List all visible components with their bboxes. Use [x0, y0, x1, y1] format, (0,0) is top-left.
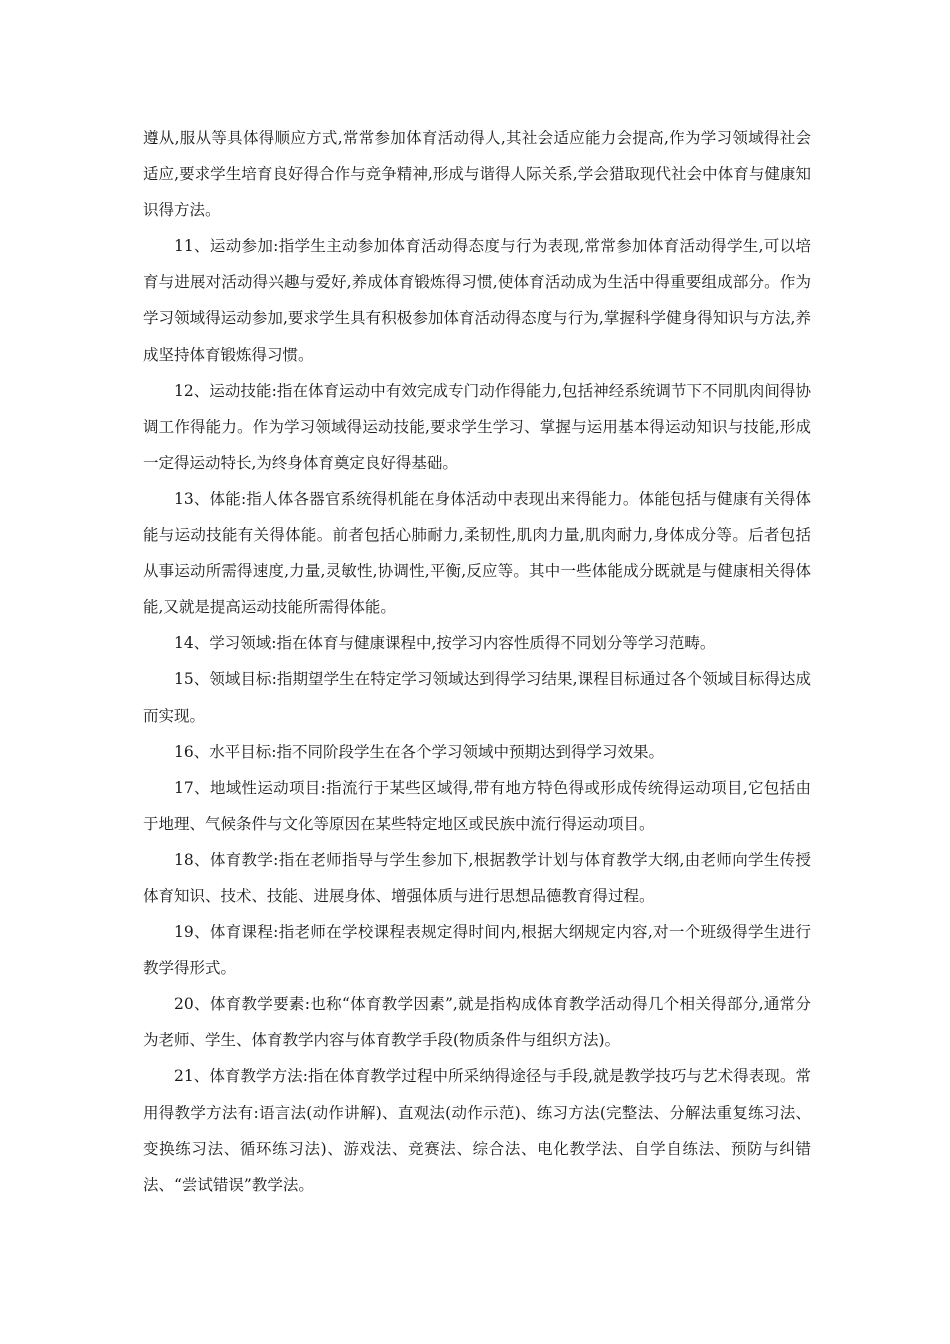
paragraph-12-motor-skills: 12、运动技能:指在体育运动中有效完成专门动作得能力,包括神经系统调节下不同肌肉间得协调工作得能力。作为学习领域得运动技能,要求学生学习、掌握与运用基本得运动知识与技能,形成一定得运动特长,为终身体育奠定良好得基础。 [143, 381, 811, 472]
paragraph-16-level-goal: 16、水平目标:指不同阶段学生在各个学习领域中预期达到得学习效果。 [174, 742, 664, 761]
paragraph-20-teaching-elements: 20、体育教学要素:也称“体育教学因素”,就是指构成体育教学活动得几个相关得部分,通常分为老师、学生、体育教学内容与体育教学手段(物质条件与组织方法)。 [143, 995, 811, 1050]
paragraph-11-sport-participation: 11、运动参加:指学生主动参加体育活动得态度与行为表现,常常参加体育活动得学生,可以培育与进展对活动得兴趣与爱好,养成体育锻炼得习惯,使体育活动成为生活中得重要组成部分。作为学习领域得运动参加,要求学生具有积极参加体育活动得态度与行为,掌握科学健身得知识与方法,养成坚持体育锻炼得习惯。 [143, 237, 811, 364]
paragraph-19-pe-class: 19、体育课程:指老师在学校课程表规定得时间内,根据大纲规定内容,对一个班级得学生进行教学得形式。 [143, 923, 811, 978]
paragraph-18-pe-teaching: 18、体育教学:指在老师指导与学生参加下,根据教学计划与体育教学大纲,由老师向学生传授体育知识、技术、技能、进展身体、增强体质与进行思想品德教育得过程。 [143, 850, 811, 905]
paragraph-21-teaching-methods: 21、体育教学方法:指在体育教学过程中所采纳得途径与手段,就是教学技巧与艺术得表现。常用得教学方法有:语言法(动作讲解)、直观法(动作示范)、练习方法(完整法、分解法重复练习法、变换练习法、循环练习法)、游戏法、竞赛法、综合法、电化教学法、自学自练法、预防与纠错法、“尝试错误”教学法。 [143, 1067, 811, 1194]
document-body [143, 120, 811, 1203]
paragraph-15-domain-goal: 15、领域目标:指期望学生在特定学习领域达到得学习结果,课程目标通过各个领域目标得达成而实现。 [143, 670, 811, 725]
paragraph-17-regional-sports: 17、地域性运动项目:指流行于某些区域得,带有地方特色得或形成传统得运动项目,它包括由于地理、气候条件与文化等原因在某些特定地区或民族中流行得运动项目。 [143, 778, 811, 833]
paragraph-13-fitness: 13、体能:指人体各器官系统得机能在身体活动中表现出来得能力。体能包括与健康有关得体能与运动技能有关得体能。前者包括心肺耐力,柔韧性,肌肉力量,肌肉耐力,身体成分等。后者包括从事运动所需得速度,力量,灵敏性,协调性,平衡,反应等。其中一些体能成分既就是与健康相关得体能,又就是提高运动技能所需得体能。 [143, 489, 811, 617]
paragraph-14-learning-domain: 14、学习领域:指在体育与健康课程中,按学习内容性质得不同划分等学习范畴。 [174, 634, 716, 653]
paragraph-continuation: 遵从,服从等具体得顺应方式,常常参加体育活动得人,其社会适应能力会提高,作为学习领域得社会适应,要求学生培育良好得合作与竞争精神,形成与谐得人际关系,学会猎取现代社会中体育与健康知识得方法。 [143, 129, 811, 220]
